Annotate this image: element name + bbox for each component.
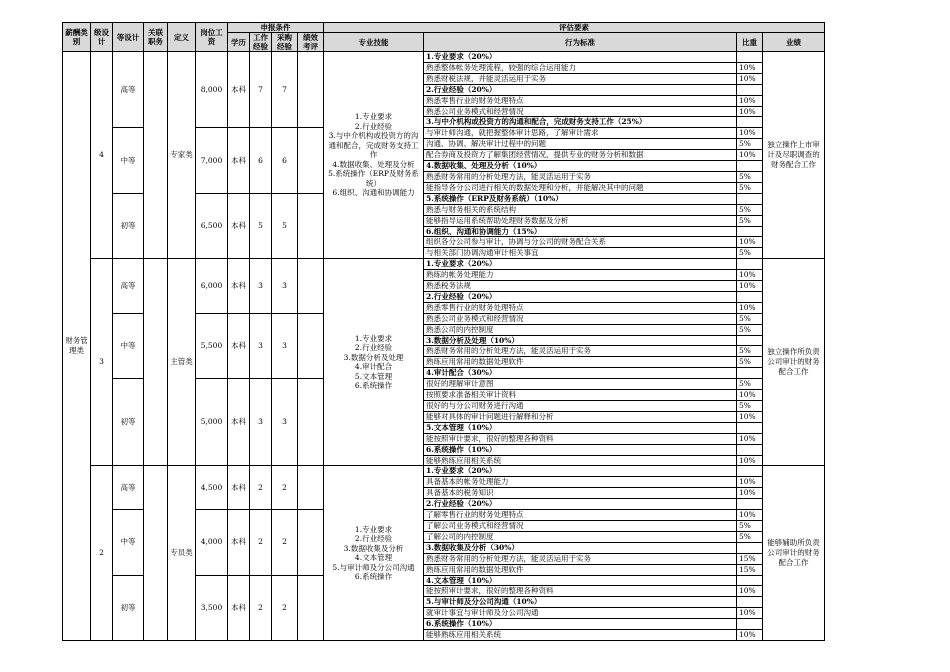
ratio-cell: 5% [737, 248, 763, 259]
header-related-post: 关联职务 [144, 23, 168, 52]
perf-eval-cell [298, 575, 324, 640]
work-exp-cell: 2 [250, 466, 272, 510]
education-cell: 本科 [228, 379, 250, 466]
criteria-item: 熟悉与财务相关的系统结构 [424, 204, 737, 215]
criteria-item: 了解公司的内控制度 [424, 531, 737, 542]
criteria-heading: 3.数据收集及分析（30%） [424, 542, 737, 553]
ratio-cell [737, 161, 763, 172]
ratio-cell: 10% [737, 302, 763, 313]
purchase-exp-cell: 7 [272, 52, 298, 128]
perf-eval-cell [298, 313, 324, 378]
education-cell: 本科 [228, 575, 250, 640]
criteria-heading: 4.文本管理（10%） [424, 575, 737, 586]
header-apply-conditions: 申报条件 [228, 23, 324, 33]
purchase-exp-cell: 3 [272, 379, 298, 466]
ratio-cell: 10% [737, 150, 763, 161]
criteria-heading: 5.与审计师及分公司沟通（10%） [424, 597, 737, 608]
ratio-cell: 10% [737, 433, 763, 444]
purchase-exp-cell: 2 [272, 466, 298, 510]
criteria-heading: 4.数据收集、处理及分析（10%） [424, 161, 737, 172]
related-post-cell [144, 52, 168, 259]
ratio-cell: 5% [737, 215, 763, 226]
ratio-cell: 10% [737, 608, 763, 619]
ratio-cell [737, 619, 763, 630]
criteria-heading: 5.文本管理（10%） [424, 422, 737, 433]
education-cell: 本科 [228, 52, 250, 128]
table-body [63, 52, 825, 641]
education-cell: 本科 [228, 466, 250, 510]
prof-skills-cell: 1.专业要求 2.行业经验 3.数据收集及分析 4.文本管理 5.与审计师及分公司沟通 6.系统操作 [324, 466, 424, 641]
table-row [63, 466, 825, 477]
prof-skills-cell: 1.专业要求 2.行业经验 3.数据分析及处理 4.审计配合 5.文本管理 6.系统操作 [324, 259, 424, 466]
ratio-cell: 5% [737, 139, 763, 150]
work-exp-cell: 2 [250, 510, 272, 575]
criteria-item: 按照要求准备相关审计资料 [424, 390, 737, 401]
purchase-exp-cell: 3 [272, 313, 298, 378]
performance-cell: 能够辅助所负责公司审计的财务配合工作 [763, 466, 825, 641]
related-post-cell [144, 466, 168, 641]
grade-cell: 2 [91, 466, 113, 641]
definition-cell: 专家类 [168, 52, 196, 259]
education-cell: 本科 [228, 128, 250, 193]
ratio-cell: 5% [737, 520, 763, 531]
criteria-heading: 6.系统操作（10%） [424, 619, 737, 630]
education-cell: 本科 [228, 193, 250, 258]
work-exp-cell: 7 [250, 52, 272, 128]
criteria-item: 能够熟练应用相关系统 [424, 630, 737, 641]
criteria-heading: 5.系统操作（ERP及财务系统）（10%） [424, 193, 737, 204]
criteria-item: 能按照审计要求，很好的整理各种资料 [424, 433, 737, 444]
header-behavior-std: 行为标准 [424, 33, 737, 52]
ratio-cell [737, 575, 763, 586]
table-row [63, 259, 825, 270]
ratio-cell [737, 335, 763, 346]
ratio-cell: 10% [737, 630, 763, 641]
work-exp-cell: 3 [250, 259, 272, 314]
criteria-item: 熟悉零售行业的财务处理特点 [424, 95, 737, 106]
work-exp-cell: 5 [250, 193, 272, 258]
ratio-cell: 10% [737, 128, 763, 139]
ratio-cell: 5% [737, 182, 763, 193]
perf-eval-cell [298, 379, 324, 466]
criteria-item: 沟通、协调、解决审计过程中的问题 [424, 139, 737, 150]
criteria-heading: 3.与中介机构或投资方的沟通和配合，完成财务支持工作（25%） [424, 117, 737, 128]
table-row [63, 52, 825, 63]
post-salary-cell: 4,000 [196, 510, 228, 575]
ratio-cell [737, 291, 763, 302]
post-salary-cell: 6,000 [196, 259, 228, 314]
criteria-item: 很好的理解审计意图 [424, 379, 737, 390]
purchase-exp-cell: 2 [272, 510, 298, 575]
header-salary-type: 薪酬类别 [63, 23, 91, 52]
header-ratio: 比重 [737, 33, 763, 52]
criteria-heading: 6.系统操作（10%） [424, 444, 737, 455]
ratio-cell: 15% [737, 553, 763, 564]
ratio-cell: 10% [737, 488, 763, 499]
criteria-heading: 1.专业要求（20%） [424, 259, 737, 270]
level-cell: 中等 [113, 313, 144, 378]
post-salary-cell: 4,500 [196, 466, 228, 510]
criteria-item: 熟练应用常用的数据处理软件 [424, 357, 737, 368]
ratio-cell [737, 226, 763, 237]
ratio-cell: 10% [737, 586, 763, 597]
criteria-item: 熟悉财税法规，并能灵活运用于实务 [424, 73, 737, 84]
ratio-cell [737, 444, 763, 455]
ratio-cell [737, 259, 763, 270]
salary-category-cell: 财务管理类 [63, 52, 91, 641]
ratio-cell: 10% [737, 73, 763, 84]
post-salary-cell: 5,500 [196, 313, 228, 378]
prof-skills-cell: 1.专业要求 2.行业经验 3.与中介机构或投资方的沟通和配合，完成财务支持工作 4.数据收集、处理及分析 5.系统操作（ERP及财务系统） 6.组织、沟通和协调能力 [324, 52, 424, 259]
criteria-heading: 1.专业要求（20%） [424, 466, 737, 477]
ratio-cell: 5% [737, 531, 763, 542]
criteria-item: 具备基本的帐务处理能力 [424, 477, 737, 488]
criteria-item: 了解零售行业的财务处理特点 [424, 510, 737, 521]
criteria-item: 熟练的帐务处理能力 [424, 270, 737, 281]
ratio-cell [737, 542, 763, 553]
perf-eval-cell [298, 510, 324, 575]
criteria-item: 熟练应用常用的数据处理软件 [424, 564, 737, 575]
perf-eval-cell [298, 466, 324, 510]
work-exp-cell: 6 [250, 128, 272, 193]
ratio-cell [737, 466, 763, 477]
evaluation-table-wrapper [62, 22, 825, 641]
purchase-exp-cell: 2 [272, 575, 298, 640]
criteria-item: 熟悉公司的内控制度 [424, 324, 737, 335]
definition-cell: 专员类 [168, 466, 196, 641]
education-cell: 本科 [228, 510, 250, 575]
ratio-cell: 10% [737, 62, 763, 73]
criteria-heading: 6.组织、沟通和协调能力（15%） [424, 226, 737, 237]
header-education: 学历 [228, 33, 250, 52]
definition-cell: 主管类 [168, 259, 196, 466]
perf-eval-cell [298, 128, 324, 193]
ratio-cell: 5% [737, 171, 763, 182]
level-cell: 高等 [113, 466, 144, 510]
work-exp-cell: 3 [250, 379, 272, 466]
purchase-exp-cell: 5 [272, 193, 298, 258]
ratio-cell [737, 422, 763, 433]
header-work-exp: 工作经验 [250, 33, 272, 52]
perf-eval-cell [298, 52, 324, 128]
criteria-item: 就审计事宜与审计师及分公司沟通 [424, 608, 737, 619]
criteria-item: 熟悉零售行业的财务处理特点 [424, 302, 737, 313]
level-cell: 初等 [113, 379, 144, 466]
header-perf-eval: 绩效考评 [298, 33, 324, 52]
criteria-item: 能够熟练应用相关系统 [424, 455, 737, 466]
criteria-item: 与审计师沟通，就把握整体审计思路，了解审计需求 [424, 128, 737, 139]
education-cell: 本科 [228, 259, 250, 314]
ratio-cell: 10% [737, 510, 763, 521]
criteria-item: 熟悉财务常用的分析处理方法，能灵活运用于实务 [424, 346, 737, 357]
ratio-cell [737, 193, 763, 204]
level-cell: 初等 [113, 193, 144, 258]
level-cell: 高等 [113, 259, 144, 314]
work-exp-cell: 2 [250, 575, 272, 640]
ratio-cell: 10% [737, 390, 763, 401]
ratio-cell [737, 52, 763, 63]
criteria-item: 了解公司业务模式和经营情况 [424, 520, 737, 531]
criteria-item: 熟悉财务常用的分析处理方法，能灵活运用于实务 [424, 171, 737, 182]
ratio-cell: 10% [737, 411, 763, 422]
criteria-item: 能够对具体的审计问题进行解释和分析 [424, 411, 737, 422]
post-salary-cell: 8,000 [196, 52, 228, 128]
ratio-cell [737, 84, 763, 95]
criteria-item: 与相关部门协调沟通审计相关事宜 [424, 248, 737, 259]
header-eval-elements: 评估要素 [324, 23, 825, 33]
related-post-cell [144, 259, 168, 466]
criteria-item: 熟悉公司业务模式和经营情况 [424, 106, 737, 117]
ratio-cell: 10% [737, 281, 763, 292]
ratio-cell: 10% [737, 477, 763, 488]
grade-cell: 4 [91, 52, 113, 259]
ratio-cell: 5% [737, 379, 763, 390]
criteria-item: 熟悉税务法规 [424, 281, 737, 292]
header-grade: 级设计 [91, 23, 113, 52]
ratio-cell: 5% [737, 313, 763, 324]
criteria-heading: 3.数据分析及处理（10%） [424, 335, 737, 346]
criteria-heading: 2.行业经验（20%） [424, 291, 737, 302]
criteria-item: 配合券商及投资方了解集团经营情况，提供专业的财务分析和数据 [424, 150, 737, 161]
ratio-cell: 10% [737, 95, 763, 106]
grade-cell: 3 [91, 259, 113, 466]
ratio-cell: 15% [737, 564, 763, 575]
level-cell: 中等 [113, 510, 144, 575]
criteria-item: 组织各分公司参与审计，协调与分公司的财务配合关系 [424, 237, 737, 248]
header-purchase-exp: 采购经验 [272, 33, 298, 52]
criteria-item: 能指导各分公司进行相关的数据处理和分析，并能解决其中的问题 [424, 182, 737, 193]
purchase-exp-cell: 3 [272, 259, 298, 314]
performance-cell: 独立操作上市审计及尽职调查的财务配合工作 [763, 52, 825, 259]
criteria-item: 很好的与分公司财务进行沟通 [424, 401, 737, 412]
perf-eval-cell [298, 193, 324, 258]
ratio-cell: 5% [737, 324, 763, 335]
criteria-item: 熟悉公司业务模式和经营情况 [424, 313, 737, 324]
post-salary-cell: 5,000 [196, 379, 228, 466]
post-salary-cell: 3,500 [196, 575, 228, 640]
ratio-cell [737, 499, 763, 510]
perf-eval-cell [298, 259, 324, 314]
header-level-design: 等设计 [113, 23, 144, 52]
criteria-item: 能够指导运用系统帮助处理财务数据及分析 [424, 215, 737, 226]
purchase-exp-cell: 6 [272, 128, 298, 193]
ratio-cell [737, 368, 763, 379]
criteria-heading: 2.行业经验（20%） [424, 499, 737, 510]
ratio-cell: 5% [737, 346, 763, 357]
evaluation-table [62, 22, 825, 641]
post-salary-cell: 7,000 [196, 128, 228, 193]
criteria-heading: 4.审计配合（30%） [424, 368, 737, 379]
ratio-cell: 5% [737, 204, 763, 215]
criteria-item: 熟悉财务常用的分析处理方法，能灵活运用于实务 [424, 553, 737, 564]
ratio-cell: 5% [737, 401, 763, 412]
education-cell: 本科 [228, 313, 250, 378]
level-cell: 高等 [113, 52, 144, 128]
criteria-item: 能按照审计要求，很好的整理各种资料 [424, 586, 737, 597]
level-cell: 中等 [113, 128, 144, 193]
criteria-item: 熟悉整体帐务处理流程，较强的综合运用能力 [424, 62, 737, 73]
work-exp-cell: 3 [250, 313, 272, 378]
ratio-cell: 10% [737, 237, 763, 248]
ratio-cell: 10% [737, 455, 763, 466]
performance-cell: 独立操作所负责公司审计的财务配合工作 [763, 259, 825, 466]
header-definition: 定义 [168, 23, 196, 52]
header-prof-skills: 专业技能 [324, 33, 424, 52]
header-post-salary: 岗位工资 [196, 23, 228, 52]
ratio-cell [737, 117, 763, 128]
ratio-cell: 10% [737, 106, 763, 117]
criteria-heading: 2.行业经验（20%） [424, 84, 737, 95]
post-salary-cell: 6,500 [196, 193, 228, 258]
header-performance: 业绩 [763, 33, 825, 52]
ratio-cell: 10% [737, 270, 763, 281]
criteria-item: 具备基本的税务知识 [424, 488, 737, 499]
level-cell: 初等 [113, 575, 144, 640]
criteria-heading: 1.专业要求（20%） [424, 52, 737, 63]
ratio-cell: 5% [737, 357, 763, 368]
ratio-cell [737, 597, 763, 608]
